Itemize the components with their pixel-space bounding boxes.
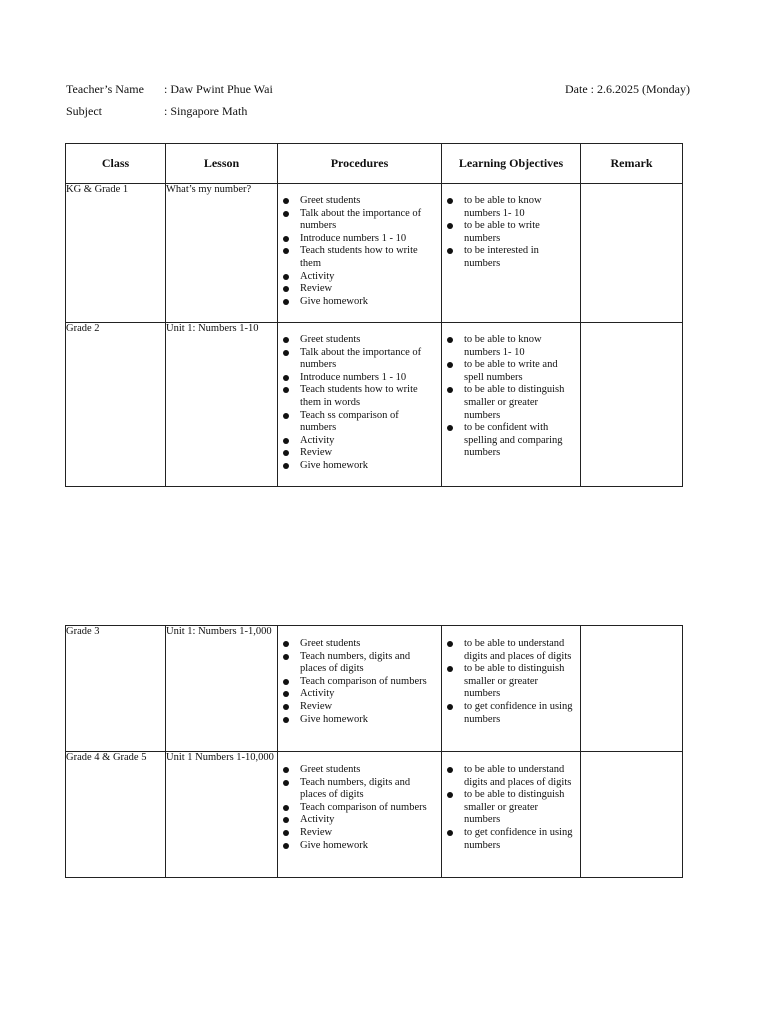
list-item: to be able to distinguish smaller or greater numbers — [464, 663, 576, 701]
list-item: to get confidence in using numbers — [464, 827, 576, 852]
column-header-class: Class — [66, 144, 166, 184]
class-cell: KG & Grade 1 — [66, 184, 166, 323]
list-item: Give homework — [300, 840, 437, 853]
list-item: to be able to distinguish smaller or greater numbers — [464, 789, 576, 827]
list-item: to get confidence in using numbers — [464, 701, 576, 726]
list-item: Greet students — [300, 638, 437, 651]
list-item: Give homework — [300, 296, 437, 309]
list-item: Introduce numbers 1 - 10 — [300, 372, 437, 385]
list-item: Teach students how to write them — [300, 245, 437, 270]
procedures-list — [278, 184, 441, 314]
list-item: Activity — [300, 435, 437, 448]
lesson-plan-table-continued — [65, 625, 683, 878]
list-item: Review — [300, 827, 437, 840]
list-item: Talk about the importance of numbers — [300, 347, 437, 372]
objectives-list — [442, 752, 580, 858]
lesson-cell: Unit 1 Numbers 1-10,000 — [166, 752, 278, 878]
table-header-row — [66, 144, 683, 184]
objectives-list — [442, 184, 580, 277]
class-cell: Grade 2 — [66, 323, 166, 487]
list-item: to be confident with spelling and comparing numbers — [464, 422, 576, 460]
lesson-cell: Unit 1: Numbers 1-10 — [166, 323, 278, 487]
class-cell: Grade 4 & Grade 5 — [66, 752, 166, 878]
list-item: Greet students — [300, 334, 437, 347]
lesson-date: Date : 2.6.2025 (Monday) — [565, 82, 690, 96]
lesson-plan-table — [65, 143, 683, 487]
list-item: to be able to distinguish smaller or greater numbers — [464, 384, 576, 422]
list-item: Greet students — [300, 764, 437, 777]
list-item: Teach numbers, digits and places of digits — [300, 651, 437, 676]
list-item: Teach comparison of numbers — [300, 676, 437, 689]
remark-cell — [581, 626, 683, 752]
objectives-list — [442, 323, 580, 466]
table-row — [66, 626, 683, 752]
list-item: to be able to understand digits and places of digits — [464, 764, 576, 789]
list-item: to be able to write and spell numbers — [464, 359, 576, 384]
column-header-lesson: Lesson — [166, 144, 278, 184]
procedures-list — [278, 626, 441, 732]
procedures-list — [278, 752, 441, 858]
list-item: Activity — [300, 271, 437, 284]
class-cell: Grade 3 — [66, 626, 166, 752]
list-item: Greet students — [300, 195, 437, 208]
column-header-procedures: Procedures — [278, 144, 442, 184]
list-item: Review — [300, 447, 437, 460]
list-item: Talk about the importance of numbers — [300, 208, 437, 233]
objectives-cell — [442, 323, 581, 487]
list-item: Teach comparison of numbers — [300, 802, 437, 815]
list-item: Teach numbers, digits and places of digits — [300, 777, 437, 802]
lesson-cell: Unit 1: Numbers 1-1,000 — [166, 626, 278, 752]
list-item: to be able to know numbers 1- 10 — [464, 195, 576, 220]
list-item: Review — [300, 283, 437, 296]
list-item: Review — [300, 701, 437, 714]
procedures-cell — [278, 626, 442, 752]
list-item: Give homework — [300, 460, 437, 473]
objectives-cell — [442, 752, 581, 878]
table-row — [66, 184, 683, 323]
procedures-cell — [278, 752, 442, 878]
remark-cell — [581, 184, 683, 323]
teacher-name-label: Teacher’s Name — [66, 82, 144, 96]
table-row — [66, 323, 683, 487]
procedures-cell — [278, 323, 442, 487]
list-item: Introduce numbers 1 - 10 — [300, 233, 437, 246]
list-item: Give homework — [300, 714, 437, 727]
table-row — [66, 752, 683, 878]
procedures-cell — [278, 184, 442, 323]
subject-value: : Singapore Math — [164, 104, 248, 118]
remark-cell — [581, 323, 683, 487]
column-header-learning-objectives: Learning Objectives — [442, 144, 581, 184]
lesson-cell: What’s my number? — [166, 184, 278, 323]
objectives-list — [442, 626, 580, 732]
teacher-name-value: : Daw Pwint Phue Wai — [164, 82, 273, 96]
subject-label: Subject — [66, 104, 102, 118]
list-item: Activity — [300, 814, 437, 827]
column-header-remark: Remark — [581, 144, 683, 184]
list-item: Activity — [300, 688, 437, 701]
objectives-cell — [442, 184, 581, 323]
list-item: to be able to understand digits and places of digits — [464, 638, 576, 663]
remark-cell — [581, 752, 683, 878]
list-item: to be interested in numbers — [464, 245, 576, 270]
objectives-cell — [442, 626, 581, 752]
procedures-list — [278, 323, 441, 479]
list-item: to be able to write numbers — [464, 220, 576, 245]
list-item: Teach ss comparison of numbers — [300, 410, 437, 435]
list-item: to be able to know numbers 1- 10 — [464, 334, 576, 359]
list-item: Teach students how to write them in words — [300, 384, 437, 409]
